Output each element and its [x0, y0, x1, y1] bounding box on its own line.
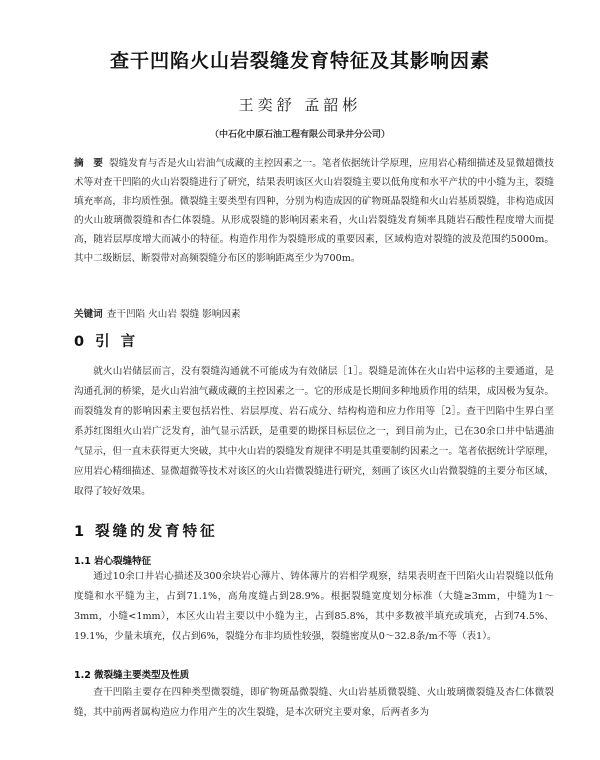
paper-title: 查干凹陷火山岩裂缝发育特征及其影响因素	[109, 50, 490, 72]
abstract-label: 摘 要	[74, 158, 104, 169]
section-1-heading: 1 裂缝的发育特征	[74, 524, 218, 540]
section-0-heading: 0 引 言	[74, 334, 139, 350]
abstract-text: 裂缝发育与否是火山岩油气成藏的主控因素之一。笔者依据统计学原理，应用岩心精细描述及显微超微技术等对查干凹陷的火山岩裂缝进行了研究，结果表明该区火山岩裂缝主要以低角度和水平产状的中小缝为主，裂缝填充率高，非均质性强。微裂缝主要类型有四种，分别为构造成因的矿物斑晶裂缝和火山岩基质裂缝，非构造成因的火山玻璃微裂缝和杏仁体裂缝。从形成裂缝的影响因素来看，火山岩裂缝发育频率具随岩石酸性程度增大而提高，随岩层厚度增大而减小的特征。构造作用作为裂缝形成的重要因素，区域构造对裂缝的波及范围约5000m。其中二级断层、断裂带对高频裂缝分布区的影响距离至少为700m。	[74, 158, 555, 264]
paper-affiliation: （中石化中原石油工程有限公司录井分公司）	[209, 130, 390, 140]
keywords-label: 关键词	[74, 309, 103, 320]
section-1-2-heading: 1.2 微裂缝主要类型及性质	[74, 670, 190, 681]
section-1-2-paragraph: 查干凹陷主要存在四种类型微裂缝，即矿物斑晶微裂缝、火山岩基质微裂缝、火山玻璃微裂缝及杏仁体微裂缝，其中前两者属构造应力作用产生的次生裂缝，是本次研究主要对象，后两者多为	[74, 687, 554, 718]
section-1-1-paragraph: 通过10余口井岩心描述及300余块岩心薄片、铸体薄片的岩相学观察，结果表明查干凹陷火山岩裂缝以低角度缝和水平缝为主，占到71.1%，高角度缝占到28.9%。根据裂缝宽度划分标准（大缝≥3mm，中缝为1～3mm，小缝<1mm），本区火山岩主要以中小缝为主，占到85.8%，其中多数被半填充或填充，占到74.5%、19.1%，少量未填充，仅占到6%，裂缝分布非均质性较强，裂缝密度从0～32.8条/m不等（表1）。	[74, 571, 554, 642]
abstract-block	[74, 154, 554, 268]
section-1-1-heading: 1.1 岩心裂缝特征	[74, 556, 152, 567]
keywords-block	[74, 306, 554, 320]
section-0-paragraph: 就火山岩储层而言，没有裂缝沟通就不可能成为有效储层［1］。裂缝是流体在火山岩中运移的主要通道，是沟通孔洞的桥梁，是火山岩油气藏成藏的主控因素之一。它的形成是长期间多种地质作用的结果，成因极为复杂。而裂缝发育的影响因素主要包括岩性、岩层厚度、岩石成分、结构构造和应力作用等［2］。查干凹陷中生界白垩系苏红图组火山岩广泛发育，油气显示活跃，是重要的勘探目标层位之一，到目前为止，已在30余口井中钻遇油气显示，但一直未获得更大突破，其中火山岩的裂缝发育规律不明是其重要制约因素之一。笔者依据统计学原理，应用岩心精细描述、显微超微等技术对该区的火山岩微裂缝进行研究，刻画了该区火山岩微裂缝的主要分布区域，取得了较好效果。	[74, 366, 554, 497]
keywords-text: 查干凹陷 火山岩 裂缝 影响因素	[106, 309, 241, 320]
paper-authors: 王奕舒 孟韶彬	[238, 96, 362, 114]
